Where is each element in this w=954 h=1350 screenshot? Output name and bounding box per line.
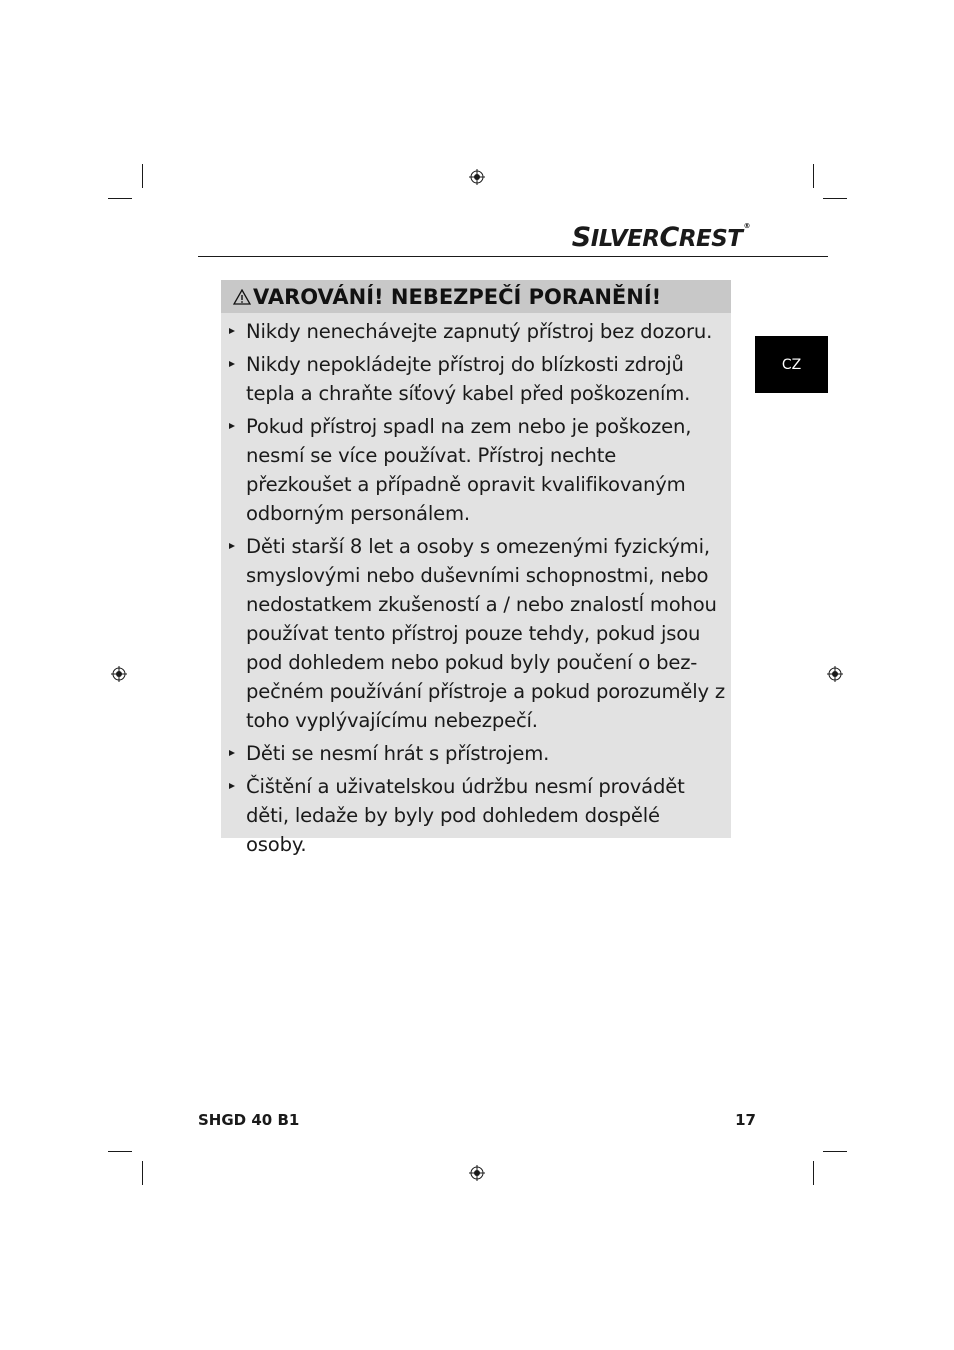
crop-mark <box>813 1161 814 1185</box>
brand-logo-text: C <box>659 222 679 253</box>
list-item-text: Čištění a uživatelskou údržbu nesmí provádět děti, ledaže by byly pod dohledem dospělé osoby. <box>246 775 685 856</box>
crop-mark <box>823 1151 847 1152</box>
warning-box <box>221 280 731 856</box>
crop-mark <box>813 164 814 188</box>
list-item <box>221 739 731 768</box>
registration-mark-icon <box>111 666 127 682</box>
brand-logo-text: S <box>571 222 591 253</box>
list-item <box>221 350 731 408</box>
list-item <box>221 317 731 346</box>
page-number: 17 <box>735 1111 756 1129</box>
brand-logo-text: REST <box>678 226 743 252</box>
list-item-text: Děti starší 8 let a osoby s omezenými fyzickými, smyslovými nebo duševními schopnostmi, nebo nedostatkem zkušeností a / nebo znalostĺ mohou používat tento přístroj pouze tehdy, pokud jsou pod dohledem nebo pokud byly poučení o bez-pečném používání přístroje a pokud porozuměly z toho vyplývajícímu nebezpečí. <box>246 535 726 732</box>
bullet-arrow-icon <box>229 361 235 367</box>
brand-logo-text: ILVER <box>590 226 660 252</box>
crop-mark <box>142 164 143 188</box>
language-tab: CZ <box>755 336 828 393</box>
registration-mark-icon <box>469 169 485 185</box>
crop-mark <box>108 1151 132 1152</box>
warning-triangle-icon <box>233 289 251 305</box>
warning-title: VAROVÁNÍ! NEBEZPEČÍ PORANĚNÍ! <box>253 284 662 309</box>
bullet-arrow-icon <box>229 328 235 334</box>
footer-model: SHGD 40 B1 <box>198 1111 300 1129</box>
bullet-arrow-icon <box>229 783 235 789</box>
crop-mark <box>823 198 847 199</box>
list-item <box>221 412 731 528</box>
bullet-arrow-icon <box>229 750 235 756</box>
crop-mark <box>142 1161 143 1185</box>
list-item <box>221 532 731 735</box>
registration-mark-icon <box>469 1165 485 1181</box>
warning-list <box>221 313 731 859</box>
bullet-arrow-icon <box>229 423 235 429</box>
header-rule <box>198 256 828 257</box>
brand-logo <box>560 222 750 253</box>
list-item-text: Pokud přístroj spadl na zem nebo je poškozen, nesmí se více používat. Přístroj nechte přezkoušet a případně opravit kvalifikovaným odborným personálem. <box>246 415 692 525</box>
list-item-text: Nikdy nepokládejte přístroj do blízkosti zdrojů tepla a chraňte síťový kabel před poškozením. <box>246 353 691 405</box>
bullet-arrow-icon <box>229 543 235 549</box>
crop-mark <box>108 198 132 199</box>
list-item <box>221 772 731 859</box>
registered-trademark: ® <box>743 222 750 230</box>
list-item-text: Nikdy nenechávejte zapnutý přístroj bez dozoru. <box>246 320 713 343</box>
list-item-text: Děti se nesmí hrát s přístrojem. <box>246 742 550 765</box>
warning-header <box>221 280 731 313</box>
registration-mark-icon <box>827 666 843 682</box>
